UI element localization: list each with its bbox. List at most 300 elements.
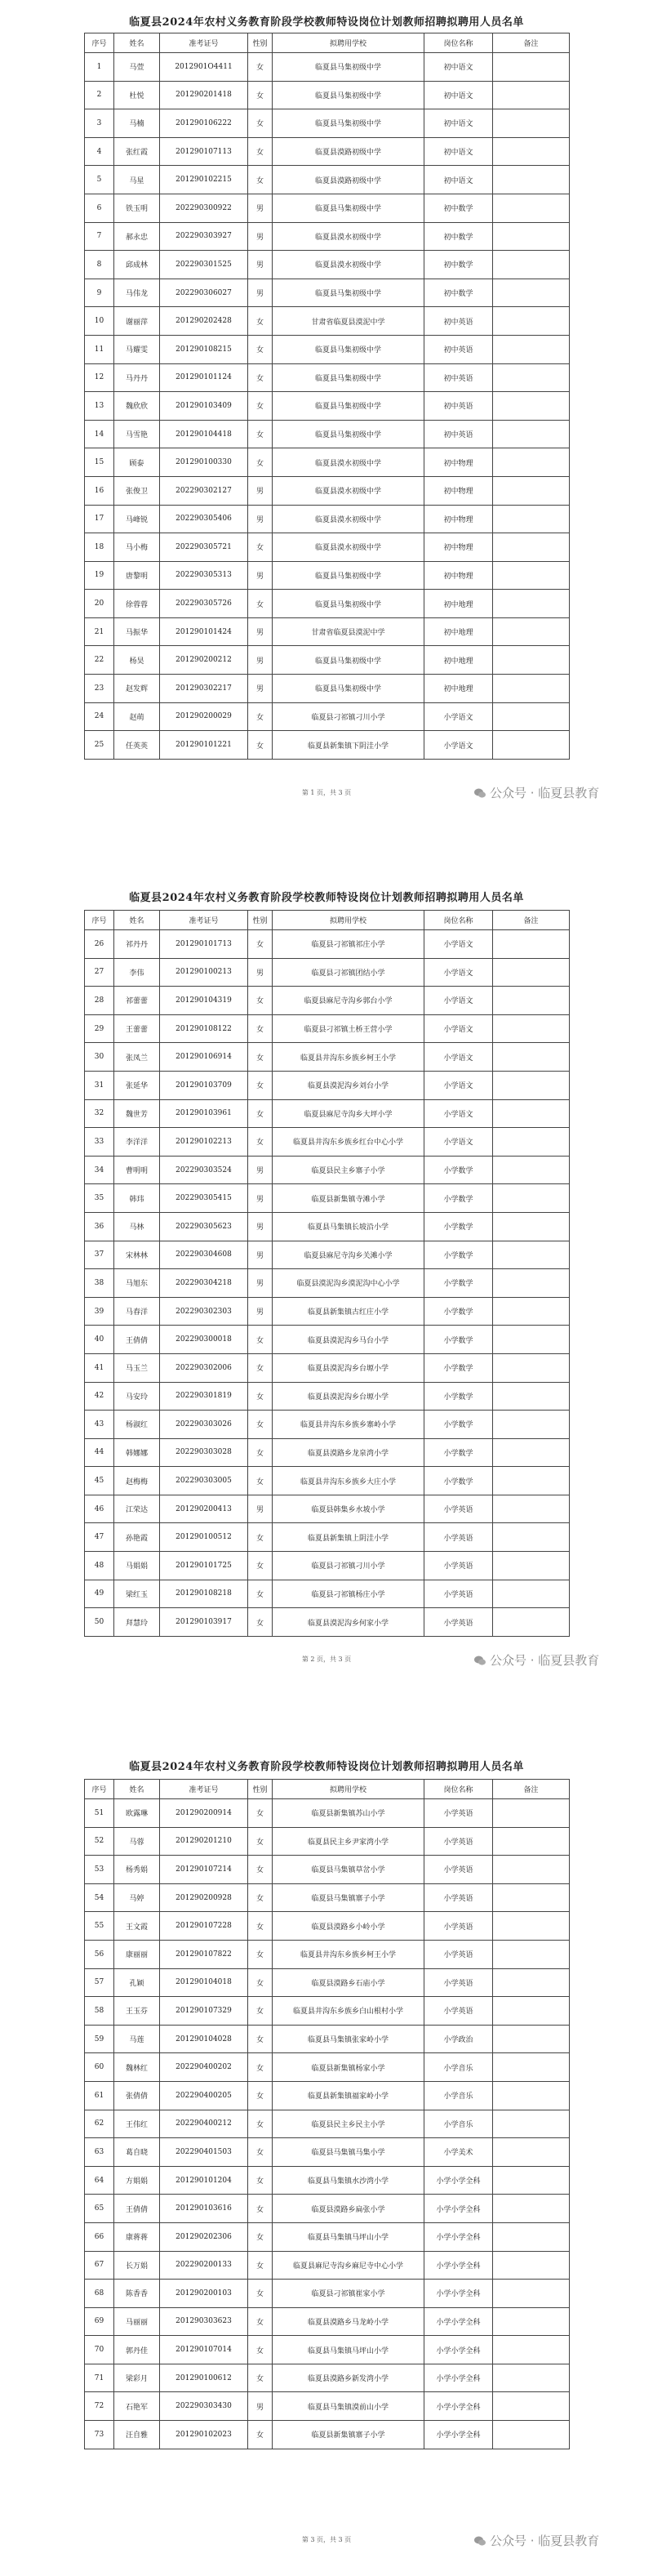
school-cell: 临夏县漠路乡龙泉湾小学 xyxy=(273,1438,424,1467)
gender-cell: 男 xyxy=(248,505,273,533)
column-header: 岗位名称 xyxy=(424,1780,493,1799)
exam-id-cell: 202290304218 xyxy=(160,1269,248,1298)
post-cell: 初中语文 xyxy=(424,166,493,194)
name-cell: 张凤兰 xyxy=(114,1043,160,1072)
seq-cell: 8 xyxy=(85,251,114,279)
name-cell: 马莲 xyxy=(114,2025,160,2053)
exam-id-cell: 202290400202 xyxy=(160,2053,248,2082)
name-cell: 张倩倩 xyxy=(114,2081,160,2110)
name-cell: 韩玮 xyxy=(114,1184,160,1213)
gender-cell: 女 xyxy=(248,1071,273,1099)
page-footer: 第 2 页，共 3 页 xyxy=(301,1656,352,1663)
exam-id-cell: 201290200103 xyxy=(160,2280,248,2308)
gender-cell: 女 xyxy=(248,1968,273,1997)
gender-cell: 女 xyxy=(248,2025,273,2053)
column-header: 姓名 xyxy=(114,1780,160,1799)
post-cell: 初中物理 xyxy=(424,448,493,477)
school-cell: 临夏县马集初级中学 xyxy=(273,646,424,675)
gender-cell: 女 xyxy=(248,1382,273,1411)
seq-cell: 46 xyxy=(85,1495,114,1523)
school-cell: 临夏县马集初级中学 xyxy=(273,279,424,307)
note-cell xyxy=(493,2421,570,2449)
seq-cell: 9 xyxy=(85,279,114,307)
name-cell: 马娟娟 xyxy=(114,1552,160,1580)
exam-id-cell: 201290101713 xyxy=(160,930,248,959)
name-cell: 马安玲 xyxy=(114,1382,160,1411)
post-cell: 小学语文 xyxy=(424,1043,493,1072)
name-cell: 长万娟 xyxy=(114,2251,160,2280)
name-cell: 康丽丽 xyxy=(114,1940,160,1968)
exam-id-cell: 201290104418 xyxy=(160,420,248,448)
seq-cell: 30 xyxy=(85,1043,114,1072)
post-cell: 小学数学 xyxy=(424,1438,493,1467)
exam-id-cell: 202290303524 xyxy=(160,1156,248,1184)
seq-cell: 10 xyxy=(85,307,114,336)
exam-id-cell: 201290302217 xyxy=(160,675,248,703)
gender-cell: 女 xyxy=(248,702,273,731)
post-cell: 初中英语 xyxy=(424,335,493,363)
exam-id-cell: 201290102023 xyxy=(160,2421,248,2449)
gender-cell: 女 xyxy=(248,1326,273,1354)
exam-id-cell: 201290200914 xyxy=(160,1799,248,1828)
gender-cell: 女 xyxy=(248,2280,273,2308)
exam-id-cell: 201290107822 xyxy=(160,1940,248,1968)
note-cell xyxy=(493,1912,570,1941)
name-cell: 葛自晓 xyxy=(114,2138,160,2167)
exam-id-cell: 201290107214 xyxy=(160,1856,248,1884)
seq-cell: 2 xyxy=(85,81,114,109)
seq-cell: 47 xyxy=(85,1523,114,1552)
name-cell: 张俊卫 xyxy=(114,476,160,505)
gender-cell: 女 xyxy=(248,1856,273,1884)
exam-id-cell: 201290108218 xyxy=(160,1580,248,1608)
page-footer: 第 3 页，共 3 页 xyxy=(301,2536,352,2543)
exam-id-cell: 201290103917 xyxy=(160,1608,248,1637)
seq-cell: 32 xyxy=(85,1099,114,1128)
exam-id-cell: 201290103409 xyxy=(160,392,248,421)
table-header-row xyxy=(85,1780,570,1799)
column-header: 准考证号 xyxy=(160,911,248,930)
school-cell: 临夏县漠路初级中学 xyxy=(273,166,424,194)
post-cell: 初中数学 xyxy=(424,222,493,251)
school-cell: 临夏县马集初级中学 xyxy=(273,561,424,590)
exam-id-cell: 202290305721 xyxy=(160,533,248,562)
name-cell: 马楠 xyxy=(114,109,160,138)
column-header: 拟聘用学校 xyxy=(273,911,424,930)
gender-cell: 男 xyxy=(248,1156,273,1184)
exam-id-cell: 202290301525 xyxy=(160,251,248,279)
name-cell: 张红霞 xyxy=(114,137,160,166)
wechat-icon xyxy=(473,2534,486,2547)
post-cell: 小学小学全科 xyxy=(424,2421,493,2449)
table-row xyxy=(85,1799,570,1828)
seq-cell: 13 xyxy=(85,392,114,421)
name-cell: 张延华 xyxy=(114,1071,160,1099)
name-cell: 王伟红 xyxy=(114,2110,160,2138)
table-row xyxy=(85,2251,570,2280)
seq-cell: 50 xyxy=(85,1608,114,1637)
name-cell: 汪自雅 xyxy=(114,2421,160,2449)
name-cell: 郭丹佳 xyxy=(114,2336,160,2364)
watermark xyxy=(473,2532,599,2549)
seq-cell: 71 xyxy=(85,2364,114,2392)
name-cell: 马星 xyxy=(114,166,160,194)
seq-cell: 70 xyxy=(85,2336,114,2364)
seq-cell: 4 xyxy=(85,137,114,166)
name-cell: 马林 xyxy=(114,1212,160,1241)
gender-cell: 男 xyxy=(248,561,273,590)
note-cell xyxy=(493,2307,570,2336)
column-header: 岗位名称 xyxy=(424,911,493,930)
note-cell xyxy=(493,2138,570,2167)
column-header: 岗位名称 xyxy=(424,33,493,53)
seq-cell: 54 xyxy=(85,1883,114,1912)
seq-cell: 63 xyxy=(85,2138,114,2167)
post-cell: 初中数学 xyxy=(424,279,493,307)
exam-id-cell: 202290303026 xyxy=(160,1411,248,1439)
gender-cell: 女 xyxy=(248,1940,273,1968)
gender-cell: 女 xyxy=(248,1552,273,1580)
school-cell: 临夏县马集初级中学 xyxy=(273,335,424,363)
column-header: 序号 xyxy=(85,911,114,930)
seq-cell: 69 xyxy=(85,2307,114,2336)
page-footer: 第 1 页，共 3 页 xyxy=(301,789,352,796)
name-cell: 谢丽萍 xyxy=(114,307,160,336)
gender-cell: 女 xyxy=(248,166,273,194)
seq-cell: 22 xyxy=(85,646,114,675)
school-cell: 临夏县麻尼寺沟乡郭台小学 xyxy=(273,987,424,1015)
exam-id-cell: 201290200212 xyxy=(160,646,248,675)
school-cell: 临夏县马集初级中学 xyxy=(273,392,424,421)
gender-cell: 女 xyxy=(248,2081,273,2110)
school-cell: 甘肃省临夏县漠泥中学 xyxy=(273,307,424,336)
name-cell: 拜慧玲 xyxy=(114,1608,160,1637)
gender-cell: 女 xyxy=(248,731,273,760)
exam-id-cell: 201290102213 xyxy=(160,1128,248,1157)
name-cell: 魏欣欣 xyxy=(114,392,160,421)
post-cell: 初中地理 xyxy=(424,675,493,703)
post-cell: 小学数学 xyxy=(424,1184,493,1213)
table-row xyxy=(85,2110,570,2138)
gender-cell: 女 xyxy=(248,2138,273,2167)
gender-cell: 女 xyxy=(248,1128,273,1157)
exam-id-cell: 201290200029 xyxy=(160,702,248,731)
seq-cell: 6 xyxy=(85,194,114,222)
gender-cell: 女 xyxy=(248,1467,273,1495)
gender-cell: 女 xyxy=(248,81,273,109)
name-cell: 任英英 xyxy=(114,731,160,760)
exam-id-cell: 201290108122 xyxy=(160,1014,248,1043)
seq-cell: 15 xyxy=(85,448,114,477)
gender-cell: 男 xyxy=(248,958,273,987)
gender-cell: 男 xyxy=(248,1241,273,1269)
name-cell: 王蕾蕾 xyxy=(114,1014,160,1043)
exam-id-cell: 202290305415 xyxy=(160,1184,248,1213)
name-cell: 王倩倩 xyxy=(114,1326,160,1354)
exam-id-cell: 202290301819 xyxy=(160,1382,248,1411)
gender-cell: 男 xyxy=(248,2392,273,2421)
table-row xyxy=(85,1856,570,1884)
post-cell: 小学语文 xyxy=(424,930,493,959)
post-cell: 小学语文 xyxy=(424,1071,493,1099)
gender-cell: 女 xyxy=(248,307,273,336)
exam-id-cell: 202290302127 xyxy=(160,476,248,505)
seq-cell: 68 xyxy=(85,2280,114,2308)
post-cell: 小学数学 xyxy=(424,1297,493,1326)
seq-cell: 48 xyxy=(85,1552,114,1580)
post-cell: 初中英语 xyxy=(424,307,493,336)
school-cell: 临夏县新集镇杨家小学 xyxy=(273,2053,424,2082)
school-cell: 临夏县新集镇古红庄小学 xyxy=(273,1297,424,1326)
name-cell: 梁红玉 xyxy=(114,1580,160,1608)
note-cell xyxy=(493,1883,570,1912)
exam-id-cell: 202290303927 xyxy=(160,222,248,251)
school-cell: 临夏县井沟东乡族乡大庄小学 xyxy=(273,1467,424,1495)
school-cell: 临夏县漠路初级中学 xyxy=(273,137,424,166)
column-header: 备注 xyxy=(493,33,570,53)
seq-cell: 57 xyxy=(85,1968,114,1997)
column-header: 姓名 xyxy=(114,33,160,53)
post-cell: 小学英语 xyxy=(424,1495,493,1523)
column-header: 性别 xyxy=(248,1780,273,1799)
school-cell: 临夏县漠路乡新发湾小学 xyxy=(273,2364,424,2392)
post-cell: 初中英语 xyxy=(424,392,493,421)
school-cell: 临夏县马集初级中学 xyxy=(273,194,424,222)
name-cell: 孙艳霞 xyxy=(114,1523,160,1552)
exam-id-cell: 202290306027 xyxy=(160,279,248,307)
gender-cell: 男 xyxy=(248,1184,273,1213)
post-cell: 小学英语 xyxy=(424,1968,493,1997)
name-cell: 马雪艳 xyxy=(114,420,160,448)
seq-cell: 20 xyxy=(85,590,114,618)
school-cell: 临夏县漠水初级中学 xyxy=(273,222,424,251)
exam-id-cell: 201290102215 xyxy=(160,166,248,194)
note-cell xyxy=(493,2364,570,2392)
school-cell: 临夏县马集镇水沙湾小学 xyxy=(273,2166,424,2195)
name-cell: 杨淑红 xyxy=(114,1411,160,1439)
exam-id-cell: 201290202428 xyxy=(160,307,248,336)
exam-id-cell: 201290201418 xyxy=(160,81,248,109)
post-cell: 小学语文 xyxy=(424,1128,493,1157)
name-cell: 方娟娟 xyxy=(114,2166,160,2195)
school-cell: 临夏县漠路乡石庙小学 xyxy=(273,1968,424,1997)
note-cell xyxy=(493,1997,570,2026)
gender-cell: 女 xyxy=(248,2307,273,2336)
exam-id-cell: 201290107014 xyxy=(160,2336,248,2364)
school-cell: 临夏县马集镇草岔小学 xyxy=(273,1856,424,1884)
seq-cell: 5 xyxy=(85,166,114,194)
table-row xyxy=(85,2222,570,2251)
post-cell: 小学英语 xyxy=(424,1827,493,1856)
seq-cell: 14 xyxy=(85,420,114,448)
exam-id-cell: 202290300922 xyxy=(160,194,248,222)
post-cell: 小学英语 xyxy=(424,1608,493,1637)
seq-cell: 16 xyxy=(85,476,114,505)
name-cell: 曹明明 xyxy=(114,1156,160,1184)
post-cell: 小学数学 xyxy=(424,1411,493,1439)
note-cell xyxy=(493,2025,570,2053)
school-cell: 甘肃省临夏县漠泥中学 xyxy=(273,617,424,646)
post-cell: 小学数学 xyxy=(424,1156,493,1184)
name-cell: 王玉芬 xyxy=(114,1997,160,2026)
seq-cell: 36 xyxy=(85,1212,114,1241)
post-cell: 初中语文 xyxy=(424,81,493,109)
exam-id-cell: 202290304608 xyxy=(160,1241,248,1269)
seq-cell: 19 xyxy=(85,561,114,590)
note-cell xyxy=(493,1968,570,1997)
note-cell xyxy=(493,2336,570,2364)
name-cell: 王文霞 xyxy=(114,1912,160,1941)
name-cell: 康蒋蒋 xyxy=(114,2222,160,2251)
school-cell: 临夏县刁祁镇杨庄小学 xyxy=(273,1580,424,1608)
note-cell xyxy=(493,2110,570,2138)
exam-id-cell: 201290101221 xyxy=(160,731,248,760)
name-cell: 李伟 xyxy=(114,958,160,987)
name-cell: 魏世芳 xyxy=(114,1099,160,1128)
watermark-text: 公众号 · 临夏县教育 xyxy=(490,786,600,800)
gender-cell: 女 xyxy=(248,1523,273,1552)
seq-cell: 73 xyxy=(85,2421,114,2449)
seq-cell: 26 xyxy=(85,930,114,959)
post-cell: 小学音乐 xyxy=(424,2053,493,2082)
school-cell: 临夏县民主乡民主小学 xyxy=(273,2110,424,2138)
table-row xyxy=(85,2138,570,2167)
table-row xyxy=(85,1997,570,2026)
school-cell: 临夏县漠路乡小岭小学 xyxy=(273,1912,424,1941)
school-cell: 临夏县麻尼寺沟乡麻尼寺中心小学 xyxy=(273,2251,424,2280)
exam-id-cell: 201290100512 xyxy=(160,1523,248,1552)
gender-cell: 女 xyxy=(248,2110,273,2138)
gender-cell: 女 xyxy=(248,2166,273,2195)
exam-id-cell: 201290200413 xyxy=(160,1495,248,1523)
gender-cell: 男 xyxy=(248,194,273,222)
exam-id-cell: 201290104319 xyxy=(160,987,248,1015)
post-cell: 初中数学 xyxy=(424,251,493,279)
gender-cell: 男 xyxy=(248,279,273,307)
exam-id-cell: 202290303005 xyxy=(160,1467,248,1495)
gender-cell: 女 xyxy=(248,533,273,562)
school-cell: 临夏县漠水初级中学 xyxy=(273,505,424,533)
name-cell: 祁蕾蕾 xyxy=(114,987,160,1015)
school-cell: 临夏县井沟东乡族乡柯王小学 xyxy=(273,1940,424,1968)
post-cell: 小学英语 xyxy=(424,1912,493,1941)
school-cell: 临夏县新集镇寺滩小学 xyxy=(273,1184,424,1213)
table-row xyxy=(85,2195,570,2223)
seq-cell: 27 xyxy=(85,958,114,987)
school-cell: 临夏县马集初级中学 xyxy=(273,81,424,109)
gender-cell: 女 xyxy=(248,2251,273,2280)
seq-cell: 25 xyxy=(85,731,114,760)
school-cell: 临夏县漠泥沟乡何家小学 xyxy=(273,1608,424,1637)
school-cell: 临夏县新集镇寨子小学 xyxy=(273,2421,424,2449)
school-cell: 临夏县马集初级中学 xyxy=(273,590,424,618)
column-header: 序号 xyxy=(85,1780,114,1799)
school-cell: 临夏县麻尼寺沟乡关滩小学 xyxy=(273,1241,424,1269)
seq-cell: 18 xyxy=(85,533,114,562)
seq-cell: 55 xyxy=(85,1912,114,1941)
school-cell: 临夏县马集镇马坪山小学 xyxy=(273,2336,424,2364)
post-cell: 初中英语 xyxy=(424,420,493,448)
seq-cell: 35 xyxy=(85,1184,114,1213)
exam-id-cell: 202290302006 xyxy=(160,1353,248,1382)
seq-cell: 3 xyxy=(85,109,114,138)
post-cell: 初中地理 xyxy=(424,590,493,618)
seq-cell: 66 xyxy=(85,2222,114,2251)
post-cell: 小学小学全科 xyxy=(424,2166,493,2195)
name-cell: 欧露琳 xyxy=(114,1799,160,1828)
school-cell: 临夏县新集镇下阴洼小学 xyxy=(273,731,424,760)
name-cell: 赵梅梅 xyxy=(114,1467,160,1495)
name-cell: 顾泰 xyxy=(114,448,160,477)
table-row xyxy=(85,2280,570,2308)
column-header: 备注 xyxy=(493,1780,570,1799)
seq-cell: 59 xyxy=(85,2025,114,2053)
gender-cell: 男 xyxy=(248,251,273,279)
column-header: 备注 xyxy=(493,911,570,930)
school-cell: 临夏县井沟东乡族乡寨岭小学 xyxy=(273,1411,424,1439)
school-cell: 临夏县漠泥沟乡台塬小学 xyxy=(273,1382,424,1411)
gender-cell: 男 xyxy=(248,1495,273,1523)
exam-id-cell: 201290107228 xyxy=(160,1912,248,1941)
seq-cell: 29 xyxy=(85,1014,114,1043)
gender-cell: 男 xyxy=(248,617,273,646)
school-cell: 临夏县马集镇长坡沿小学 xyxy=(273,1212,424,1241)
seq-cell: 33 xyxy=(85,1128,114,1157)
school-cell: 临夏县马集镇寨子小学 xyxy=(273,1883,424,1912)
seq-cell: 52 xyxy=(85,1827,114,1856)
seq-cell: 39 xyxy=(85,1297,114,1326)
post-cell: 小学数学 xyxy=(424,1212,493,1241)
gender-cell: 女 xyxy=(248,363,273,392)
exam-id-cell: 201290104028 xyxy=(160,2025,248,2053)
post-cell: 初中物理 xyxy=(424,561,493,590)
gender-cell: 女 xyxy=(248,1883,273,1912)
gender-cell: 女 xyxy=(248,392,273,421)
note-cell xyxy=(493,2195,570,2223)
post-cell: 初中语文 xyxy=(424,109,493,138)
name-cell: 徐蓉蓉 xyxy=(114,590,160,618)
post-cell: 初中地理 xyxy=(424,646,493,675)
school-cell: 临夏县马集镇张家岭小学 xyxy=(273,2025,424,2053)
school-cell: 临夏县漠路乡扁张小学 xyxy=(273,2195,424,2223)
school-cell: 临夏县漠泥沟乡台塬小学 xyxy=(273,1353,424,1382)
seq-cell: 65 xyxy=(85,2195,114,2223)
school-cell: 临夏县井沟东乡族乡柯王小学 xyxy=(273,1043,424,1072)
seq-cell: 72 xyxy=(85,2392,114,2421)
post-cell: 小学音乐 xyxy=(424,2081,493,2110)
exam-id-cell: 201290100612 xyxy=(160,2364,248,2392)
seq-cell: 53 xyxy=(85,1856,114,1884)
gender-cell: 女 xyxy=(248,448,273,477)
exam-id-cell: 201290103709 xyxy=(160,1071,248,1099)
note-cell xyxy=(493,2081,570,2110)
exam-id-cell: 202290200133 xyxy=(160,2251,248,2280)
post-cell: 小学数学 xyxy=(424,1382,493,1411)
name-cell: 马萱 xyxy=(114,53,160,82)
note-cell xyxy=(493,2222,570,2251)
school-cell: 临夏县刁祁镇崔家小学 xyxy=(273,2280,424,2308)
gender-cell: 女 xyxy=(248,1014,273,1043)
name-cell: 杨秀娟 xyxy=(114,1856,160,1884)
gender-cell: 女 xyxy=(248,137,273,166)
name-cell: 马旭东 xyxy=(114,1269,160,1298)
school-cell: 临夏县漠水初级中学 xyxy=(273,533,424,562)
school-cell: 临夏县漠水初级中学 xyxy=(273,448,424,477)
gender-cell: 女 xyxy=(248,2053,273,2082)
page-title: 临夏县2024年农村义务教育阶段学校教师特设岗位计划教师招聘拟聘用人员名单 xyxy=(129,1761,524,1773)
seq-cell: 61 xyxy=(85,2081,114,2110)
gender-cell: 女 xyxy=(248,987,273,1015)
